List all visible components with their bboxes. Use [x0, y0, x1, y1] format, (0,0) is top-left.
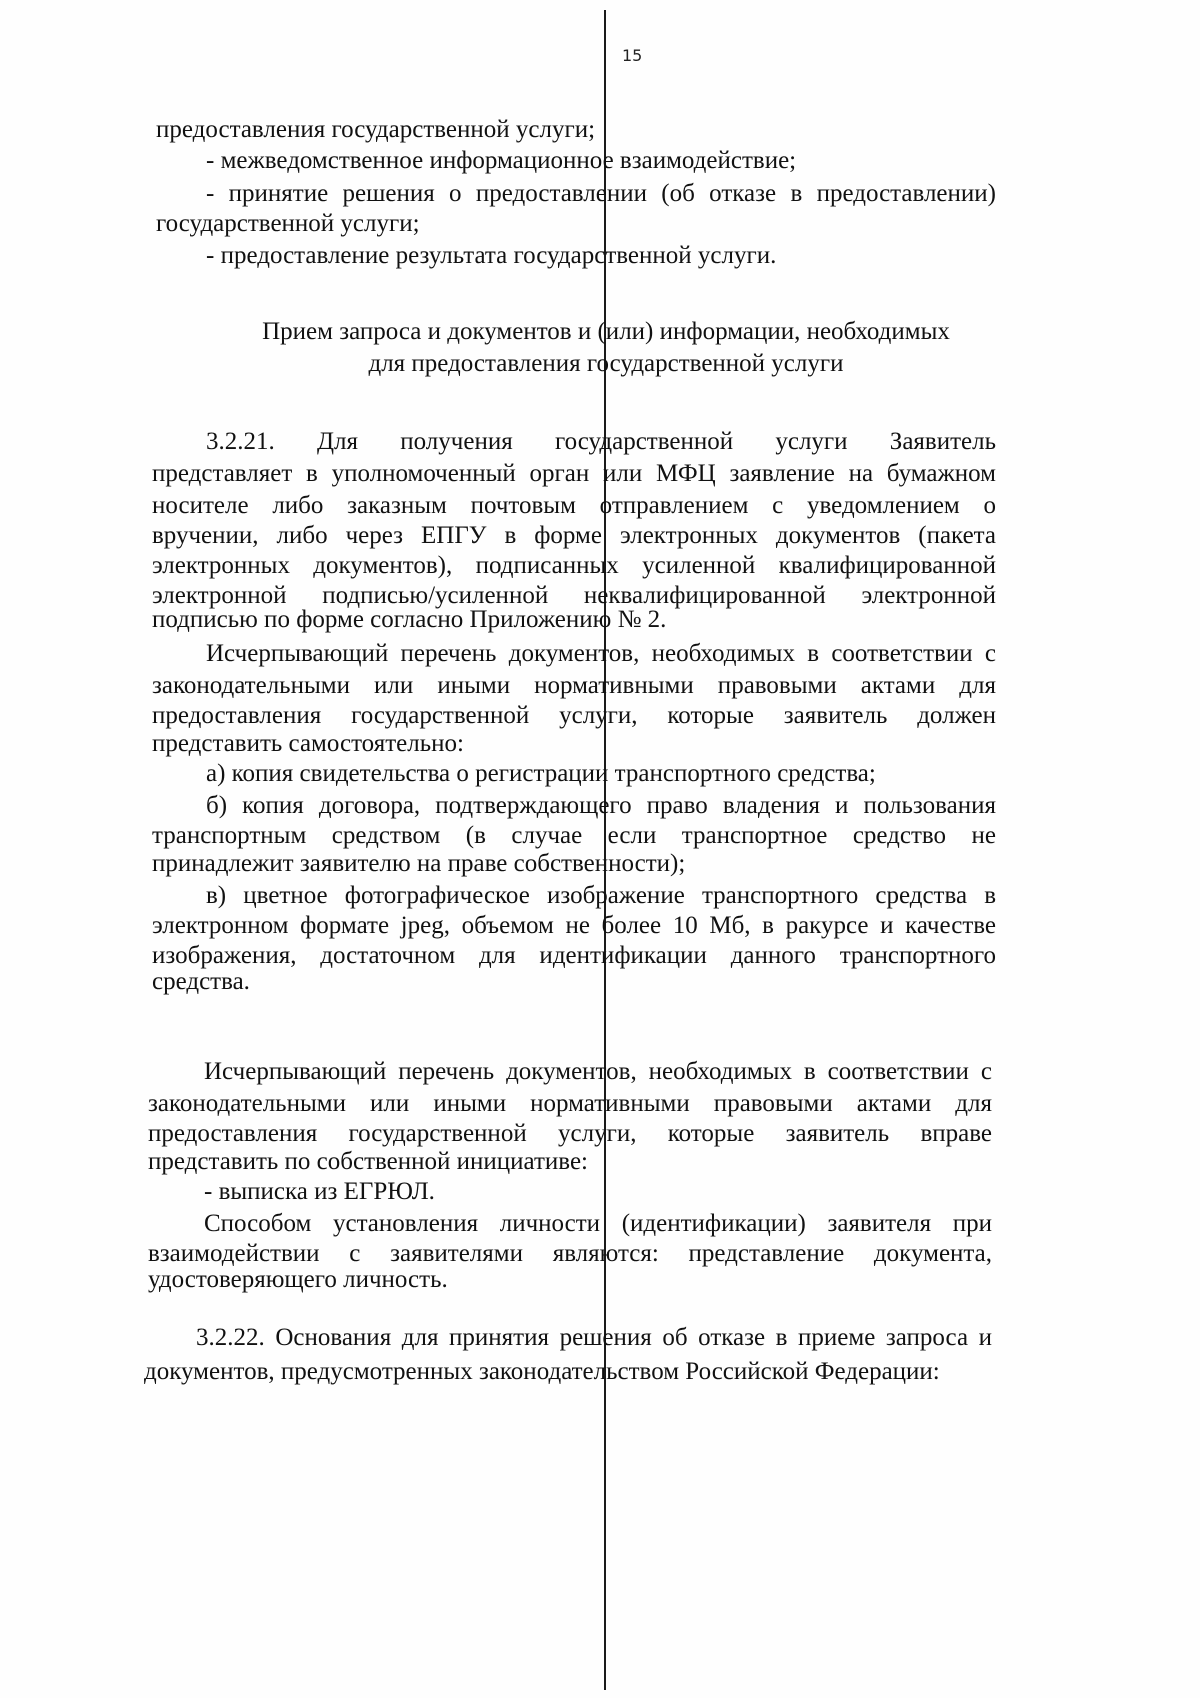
para-3-2-21-line-2: представляет в уполномоченный орган или МФЦ заявление на бумажном: [152, 460, 996, 487]
required-docs-line-4: представить самостоятельно:: [152, 730, 464, 757]
required-docs-item-c-line-2: электронном формате jpeg, объемом не более 10 Мб, в ракурсе и качестве: [152, 912, 996, 939]
optional-docs-item-egrul: - выписка из ЕГРЮЛ.: [204, 1178, 435, 1205]
section-heading-line-2: для предоставления государственной услуги: [368, 350, 844, 377]
required-docs-item-b-line-2: транспортным средством (в случае если транспортное средство не: [152, 822, 996, 849]
intro-line-1: предоставления государственной услуги;: [156, 116, 596, 143]
identification-line-1: Способом установления личности (идентификации) заявителя при: [204, 1210, 992, 1237]
intro-line-4: государственной услуги;: [156, 210, 420, 237]
required-docs-line-1: Исчерпывающий перечень документов, необходимых в соответствии с: [206, 640, 996, 667]
section-heading-line-1: Прием запроса и документов и (или) информации, необходимых: [262, 318, 950, 345]
intro-line-2: - межведомственное информационное взаимодействие;: [206, 147, 797, 174]
identification-line-2: взаимодействии с заявителями являются: представление документа,: [148, 1240, 992, 1267]
optional-docs-line-1: Исчерпывающий перечень документов, необходимых в соответствии с: [204, 1058, 992, 1085]
optional-docs-line-2: законодательными или иными нормативными правовыми актами для: [148, 1090, 992, 1117]
required-docs-item-c-line-4: средства.: [152, 968, 250, 995]
required-docs-line-3: предоставления государственной услуги, которые заявитель должен: [152, 702, 996, 729]
optional-docs-line-4: представить по собственной инициативе:: [148, 1148, 589, 1175]
para-3-2-21-line-5: электронных документов), подписанных усиленной квалифицированной: [152, 552, 996, 579]
required-docs-item-b-line-1: б) копия договора, подтверждающего право владения и пользования: [206, 792, 996, 819]
identification-line-3: удостоверяющего личность.: [148, 1266, 448, 1293]
para-3-2-21-line-6: электронной подписью/усиленной неквалифицированной электронной: [152, 582, 996, 609]
para-3-2-22-line-2: документов, предусмотренных законодательством Российской Федерации:: [144, 1358, 940, 1385]
para-3-2-21-line-4: вручении, либо через ЕПГУ в форме электронных документов (пакета: [152, 522, 996, 549]
required-docs-item-c-line-1: в) цветное фотографическое изображение транспортного средства в: [206, 882, 996, 909]
intro-line-5: - предоставление результата государственной услуги.: [206, 242, 777, 269]
intro-line-3: - принятие решения о предоставлении (об отказе в предоставлении): [206, 180, 996, 207]
para-3-2-21-line-3: носителе либо заказным почтовым отправлением с уведомлением о: [152, 492, 996, 519]
required-docs-item-c-line-3: изображения, достаточном для идентификации данного транспортного: [152, 942, 996, 969]
para-3-2-22-line-1: 3.2.22. Основания для принятия решения об отказе в приеме запроса и: [196, 1324, 992, 1351]
required-docs-item-a: а) копия свидетельства о регистрации транспортного средства;: [206, 760, 876, 787]
required-docs-item-b-line-3: принадлежит заявителю на праве собственности);: [152, 850, 686, 877]
optional-docs-line-3: предоставления государственной услуги, которые заявитель вправе: [148, 1120, 992, 1147]
para-3-2-21-line-7: подписью по форме согласно Приложению № 2.: [152, 606, 667, 633]
required-docs-line-2: законодательными или иными нормативными правовыми актами для: [152, 672, 996, 699]
page-number: 15: [622, 46, 643, 65]
para-3-2-21-line-1: 3.2.21. Для получения государственной услуги Заявитель: [206, 428, 996, 455]
